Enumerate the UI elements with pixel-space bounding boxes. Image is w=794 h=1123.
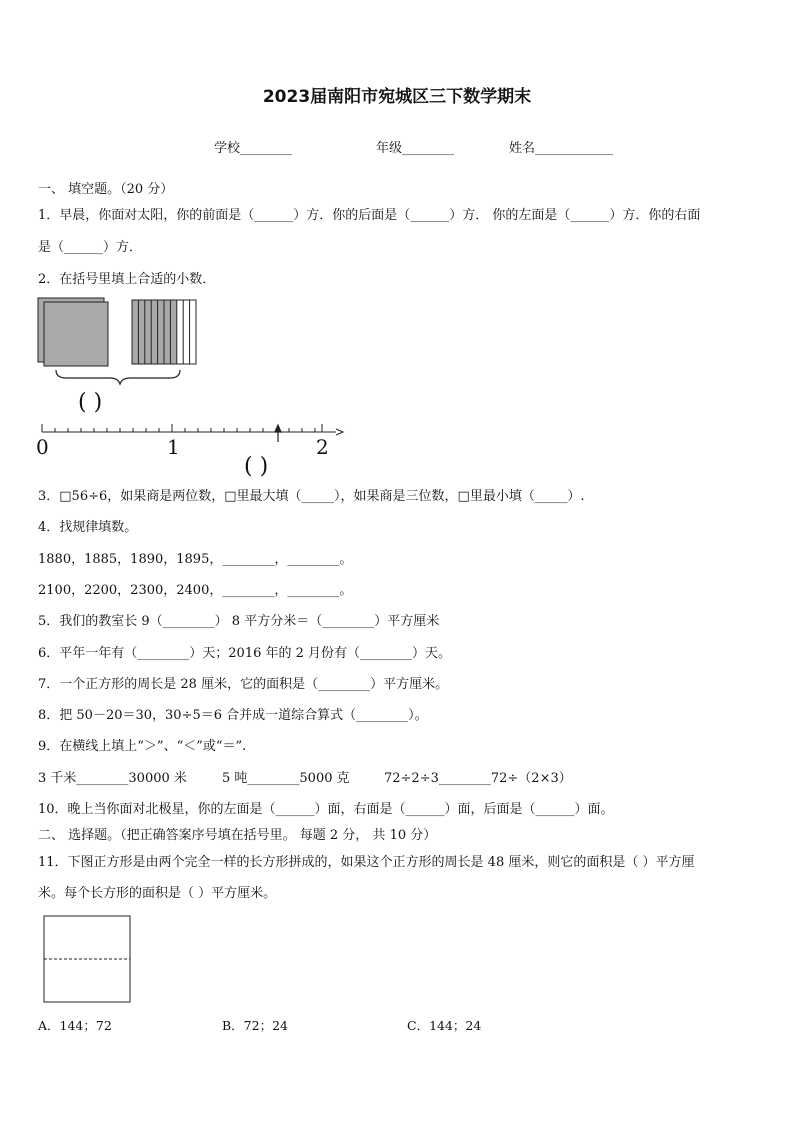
section2-heading: 二、 选择题。（把正确答案序号填在括号里。 每题 2 分， 共 10 分） xyxy=(38,828,437,843)
q11-option-b[interactable]: B．72；24 xyxy=(222,1018,288,1033)
q1-line2: 是（______）方． xyxy=(38,240,143,255)
q11-option-c[interactable]: C．144；24 xyxy=(407,1018,482,1033)
school-field[interactable] xyxy=(214,142,292,155)
q6-text: 6．平年一年有（________）天；2016 年的 2 月份有（________）天。 xyxy=(38,646,452,661)
q11-option-a[interactable]: A．144；72 xyxy=(38,1018,112,1033)
q11-line1: 11．下图正方形是由两个完全一样的长方形拼成的，如果这个正方形的周长是 48 厘米，则它的面积是（ ）平方厘 xyxy=(38,855,695,870)
q4-row2: 2100，2200，2300，2400，________，________。 xyxy=(38,583,353,598)
q11-line2: 米。每个长方形的面积是（ ）平方厘米。 xyxy=(38,886,277,901)
q9-item-3: 72÷2÷3________72÷（2×3） xyxy=(384,771,572,786)
tick-label-0: 0 xyxy=(36,435,49,459)
school-label: 学校 xyxy=(214,141,241,156)
q2-figure xyxy=(30,292,350,482)
q7-text: 7．一个正方形的周长是 28 厘米，它的面积是（________）平方厘米。 xyxy=(38,677,449,692)
name-label: 姓名 xyxy=(509,141,536,156)
q4-text: 4．找规律填数。 xyxy=(38,520,138,535)
q10-text: 10．晚上当你面对北极星，你的左面是（______）面，右面是（______）面，后面是（______）面。 xyxy=(38,802,614,817)
q2-lower-paren[interactable]: ( ) xyxy=(244,454,269,479)
tick-label-1: 1 xyxy=(167,435,180,459)
section1-heading: 一、 填空题。（20 分） xyxy=(38,182,174,197)
q2-text: 2．在括号里填上合适的小数． xyxy=(38,272,216,287)
q4-row1: 1880，1885，1890，1895，________，________。 xyxy=(38,552,353,567)
number-line xyxy=(42,424,343,435)
q3-text: 3．□56÷6，如果商是两位数，□里最大填（_____），如果商是三位数，□里最小填（_____）. xyxy=(38,489,585,504)
grade-label: 年级 xyxy=(376,141,403,156)
q5-text: 5．我们的教室长 9（________） 8 平方分米＝（________）平方厘米 xyxy=(38,614,440,629)
page-title: 2023届南阳市宛城区三下数学期末 xyxy=(262,87,532,107)
curly-brace xyxy=(56,370,180,384)
q2-upper-paren[interactable]: ( ) xyxy=(78,390,103,415)
q8-text: 8．把 50－20＝30，30÷5＝6 合并成一道综合算式（________）。 xyxy=(38,708,428,723)
school-blank: ________ xyxy=(240,141,293,156)
name-blank: ____________ xyxy=(535,141,614,156)
grade-blank: ________ xyxy=(402,141,455,156)
unit-square-front xyxy=(44,302,108,366)
q1-line1: 1．早晨，你面对太阳，你的前面是（______）方．你的后面是（______）方． 你的左面是（______）方．你的右面 xyxy=(38,208,701,223)
q11-square-figure xyxy=(43,915,133,1005)
q9-item-1: 3 千米________30000 米 xyxy=(38,771,187,786)
grade-field[interactable] xyxy=(376,142,454,155)
q9-item-2: 5 吨________5000 克 xyxy=(222,771,350,786)
tick-label-2: 2 xyxy=(316,435,329,459)
name-field[interactable] xyxy=(509,142,613,155)
q9-text: 9．在横线上填上“＞”、“＜”或“＝”. xyxy=(38,739,247,754)
tenths-square xyxy=(132,300,196,364)
up-arrow-icon xyxy=(275,425,281,442)
